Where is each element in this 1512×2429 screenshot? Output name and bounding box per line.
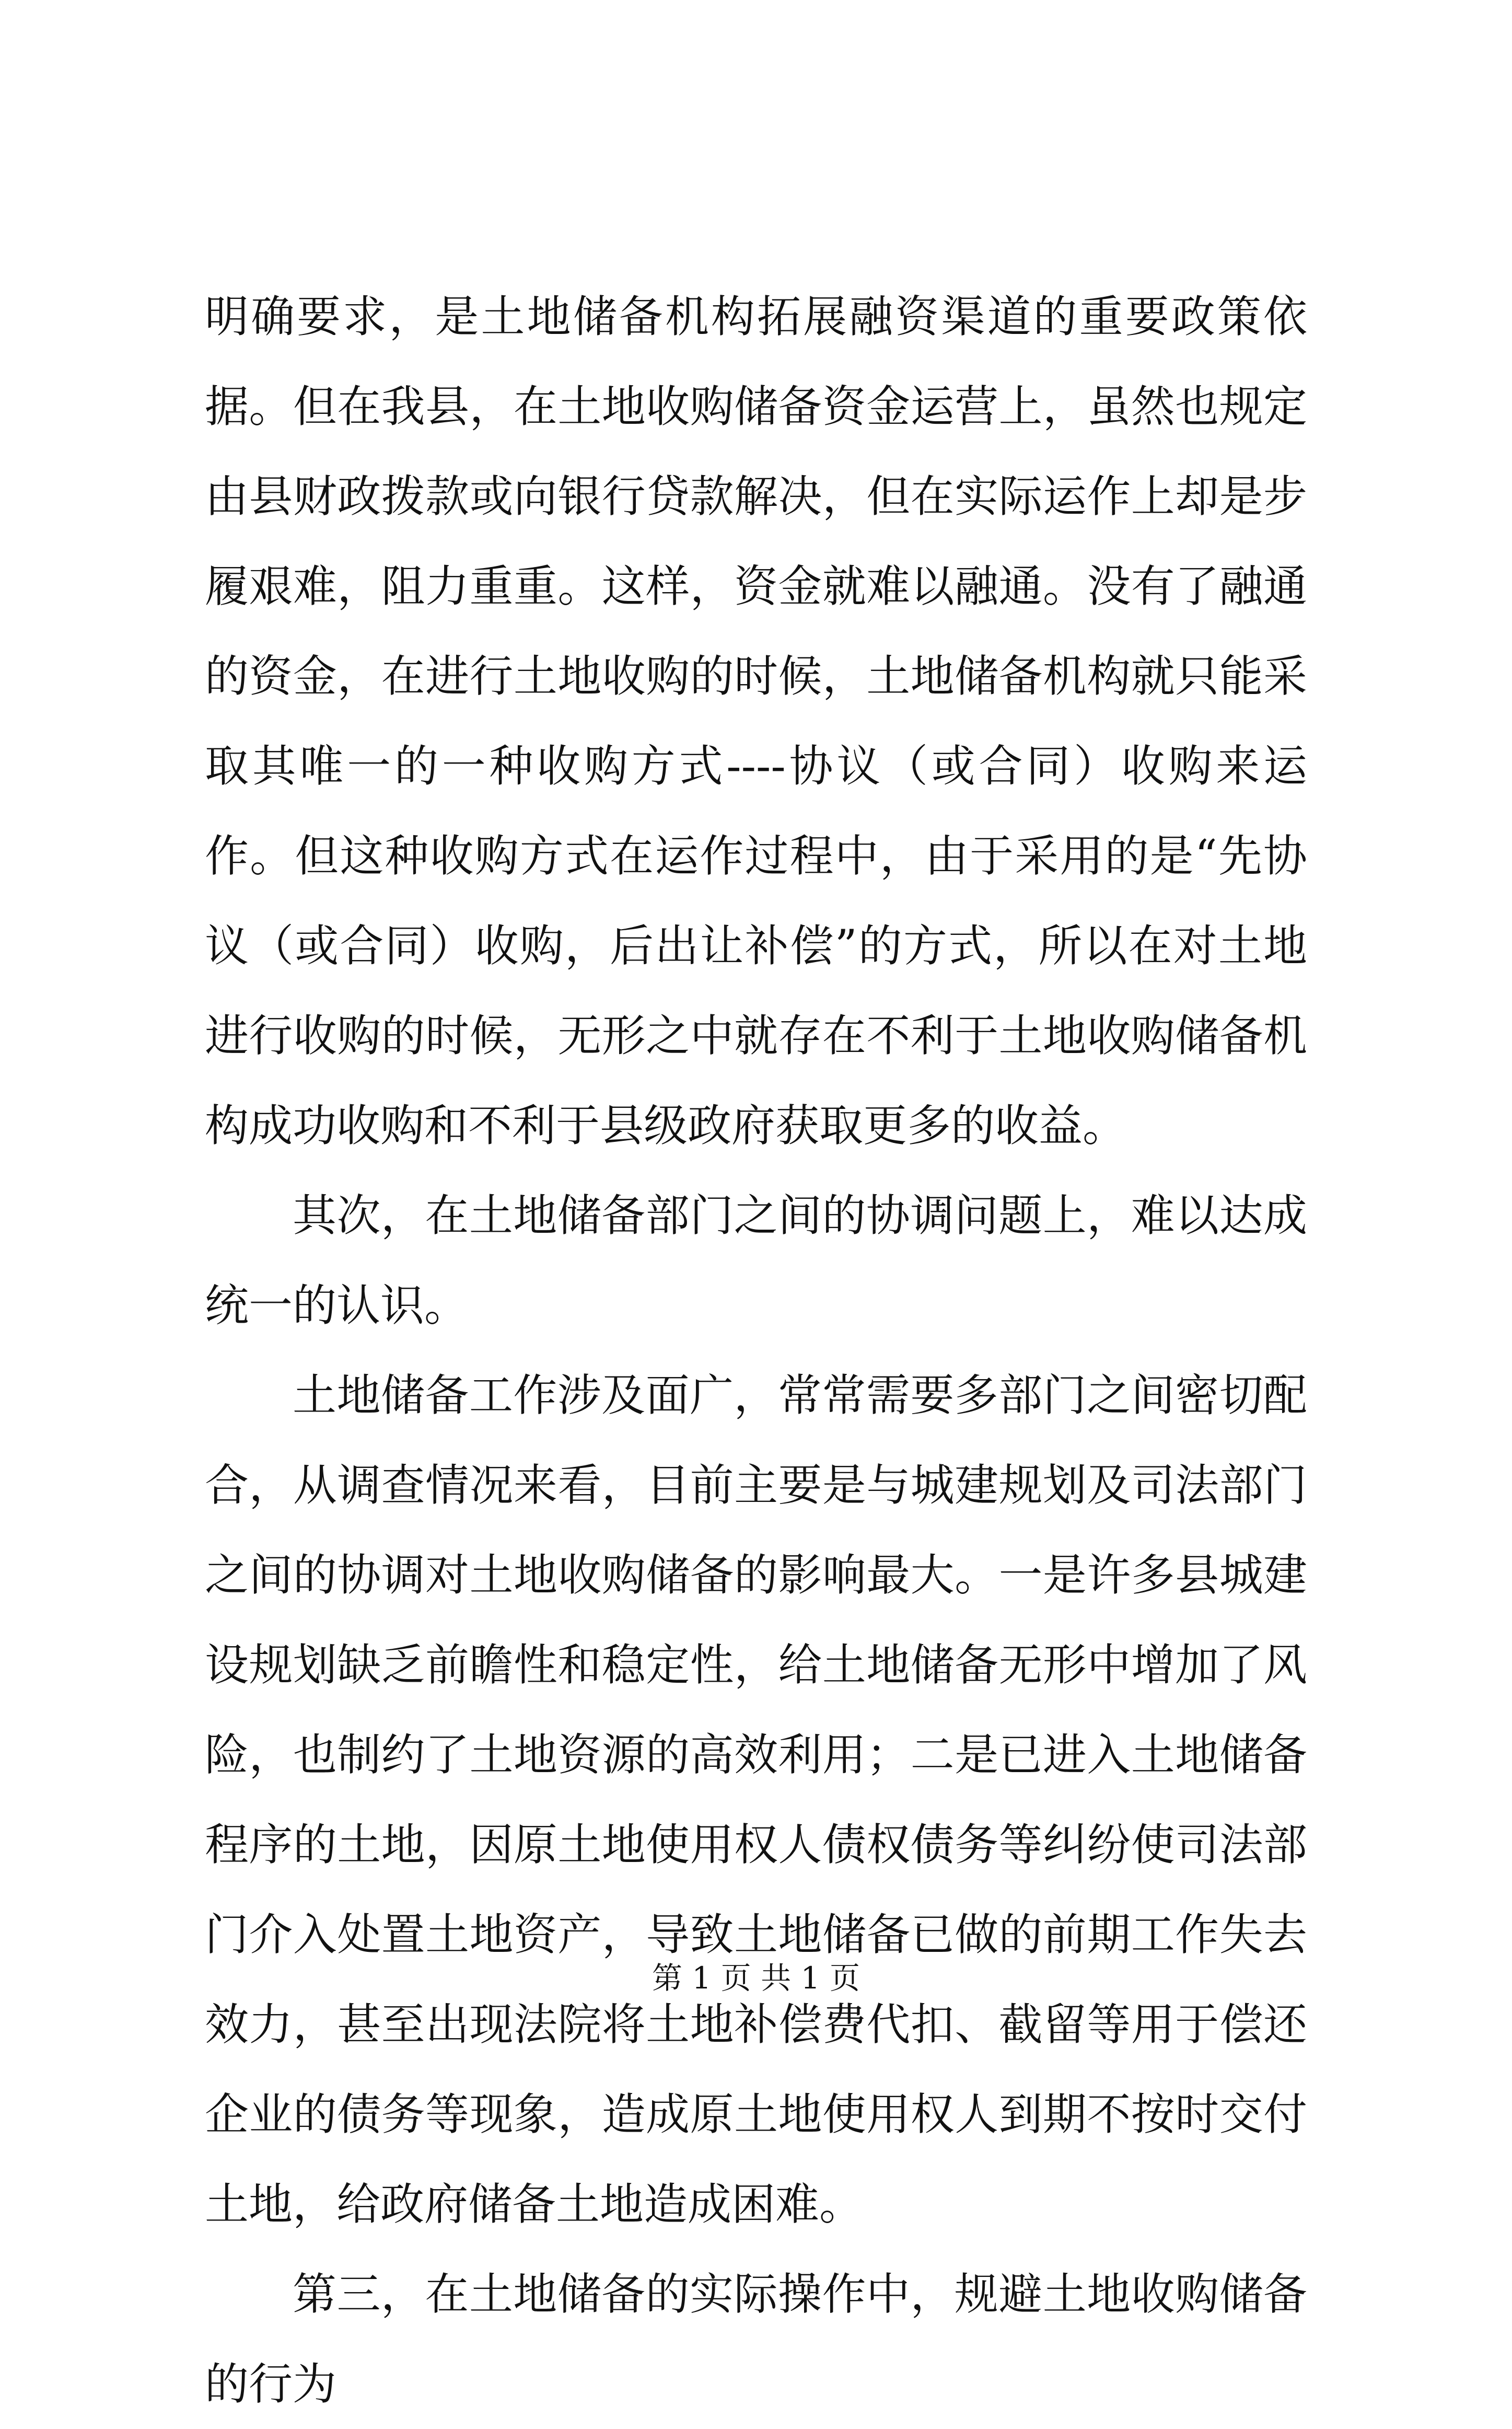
- paragraph-1: 明确要求，是土地储备机构拓展融资渠道的重要政策依据。但在我县，在土地收购储备资金运营上，虽然也规定由县财政拨款或向银行贷款解决，但在实际运作上却是步履艰难，阻力重重。这样，资金就难以融通。没有了融通的资金，在进行土地收购的时候，土地储备机构就只能采取其唯一的一种收购方式----协议（或合同）收购来运作。但这种收购方式在运作过程中，由于采用的是“先协议（或合同）收购，后出让补偿”的方式，所以在对土地进行收购的时候，无形之中就存在不利于土地收购储备机构成功收购和不利于县级政府获取更多的收益。: [205, 291, 1307, 1151]
- document-body: [205, 272, 1307, 2429]
- paragraph-4: 第三，在土地储备的实际操作中，规避土地收购储备的行为: [205, 2269, 1307, 2410]
- page-number-footer: 第 1 页 共 1 页: [652, 1960, 860, 1996]
- paragraph-3: 土地储备工作涉及面广，常常需要多部门之间密切配合，从调查情况来看，目前主要是与城建规划及司法部门之间的协调对土地收购储备的影响最大。一是许多县城建设规划缺乏前瞻性和稳定性，给土地储备无形中增加了风险，也制约了土地资源的高效利用；二是已进入土地储备程序的土地，因原土地使用权人债权债务等纠纷使司法部门介入处置土地资产，导致土地储备已做的前期工作失去效力，甚至出现法院将土地补偿费代扣、截留等用于偿还企业的债务等现象，造成原土地使用权人到期不按时交付土地，给政府储备土地造成困难。: [205, 1370, 1307, 2230]
- paragraph-2: 其次，在土地储备部门之间的协调问题上，难以达成统一的认识。: [205, 1190, 1307, 1331]
